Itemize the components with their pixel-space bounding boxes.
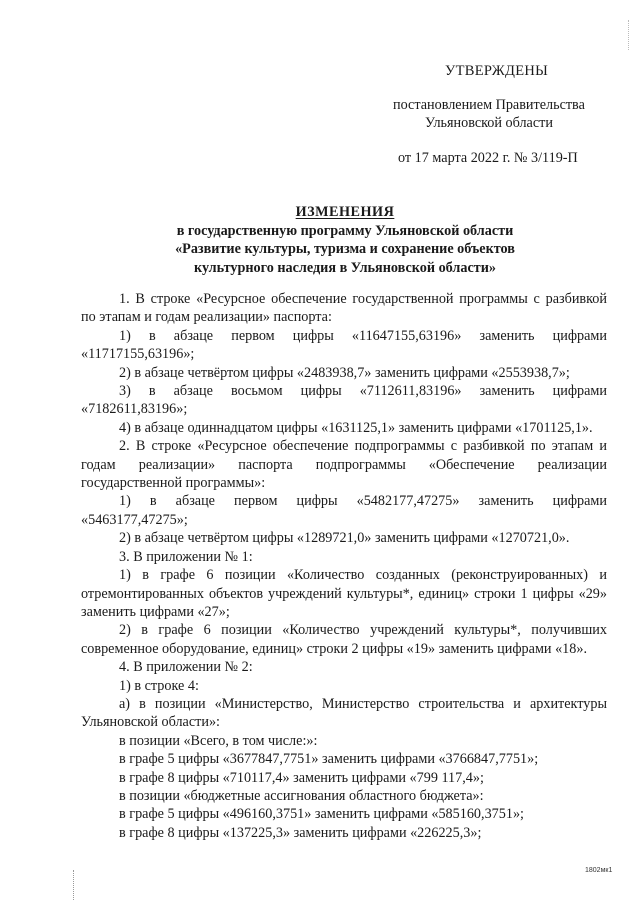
paragraph-4-budget: в позиции «бюджетные ассигнования областного бюджета»: (119, 787, 484, 804)
decree-line-2: Ульяновской области (425, 115, 553, 131)
paragraph-4-budget-col5: в графе 5 цифры «496160,3751» заменить цифрами «585160,3751»; (119, 806, 524, 823)
title-line-1: в государственную программу Ульяновской области (176, 222, 514, 239)
decree-date: от 17 марта 2022 г. № 3/119-П (398, 150, 578, 166)
paragraph-1: 1. В строке «Ресурсное обеспечение государственной программы с разбивкой по этапам и годам реализации» паспорта: (81, 291, 607, 326)
paragraph-4-1-a: а) в позиции «Министерство, Министерство строительства и архитектуры Ульяновской области»: (81, 695, 607, 731)
paragraph-4-total-col8: в графе 8 цифры «710117,4» заменить цифрами «799 117,4»; (119, 769, 484, 786)
document-body (81, 290, 607, 842)
decree-line-1: постановлением Правительства (393, 97, 585, 113)
paragraph-3-1: 1) в графе 6 позиции «Количество созданных (реконструированных) и отремонтированных объектов учреждений культуры*, единиц» строки 1 цифры «29» заменить цифрами «27»; (81, 567, 607, 620)
title-line-2: «Развитие культуры, туризма и сохранение объектов (175, 241, 515, 258)
document-code: 1802мк1 (585, 867, 613, 874)
paragraph-1-4: 4) в абзаце одиннадцатом цифры «1631125,1» заменить цифрами «1701125,1». (119, 419, 593, 436)
document-title (80, 203, 610, 278)
paragraph-1-3: 3) в абзаце восьмом цифры «7112611,83196» заменить цифрами «7182611,83196»; (81, 383, 607, 418)
paragraph-3-2: 2) в графе 6 позиции «Количество учреждений культуры*, получивших современное оборудование, единиц» строки 2 цифры «19» заменить цифрами «18». (81, 622, 607, 657)
paragraph-1-2: 2) в абзаце четвёртом цифры «2483938,7» заменить цифрами «2553938,7»; (119, 364, 570, 381)
paragraph-4: 4. В приложении № 2: (119, 659, 253, 676)
paragraph-4-budget-col8: в графе 8 цифры «137225,3» заменить цифрами «226225,3»; (119, 824, 482, 841)
paragraph-4-total-col5: в графе 5 цифры «3677847,7751» заменить цифрами «3766847,7751»; (119, 751, 539, 768)
title-line-3: культурного наследия в Ульяновской области» (193, 260, 497, 277)
title-main: ИЗМЕНЕНИЯ (295, 204, 395, 220)
paragraph-2: 2. В строке «Ресурсное обеспечение подпрограммы с разбивкой по этапам и годам реализации» паспорта подпрограммы «Обеспечение реализации государственной программы»: (81, 438, 607, 492)
paragraph-1-1: 1) в абзаце первом цифры «11647155,63196» заменить цифрами «11717155,63196»; (81, 327, 607, 363)
scan-artifact (628, 20, 631, 50)
paragraph-3: 3. В приложении № 1: (119, 548, 253, 565)
paragraph-4-total: в позиции «Всего, в том числе:»: (119, 732, 318, 749)
paragraph-4-1: 1) в строке 4: (119, 677, 199, 694)
scan-artifact (73, 870, 76, 900)
paragraph-2-2: 2) в абзаце четвёртом цифры «1289721,0» заменить цифрами «1270721,0». (119, 530, 570, 547)
paragraph-2-1: 1) в абзаце первом цифры «5482177,47275» заменить цифрами «5463177,47275»; (81, 493, 607, 528)
approval-stamp: УТВЕРЖДЕНЫ (445, 63, 549, 79)
